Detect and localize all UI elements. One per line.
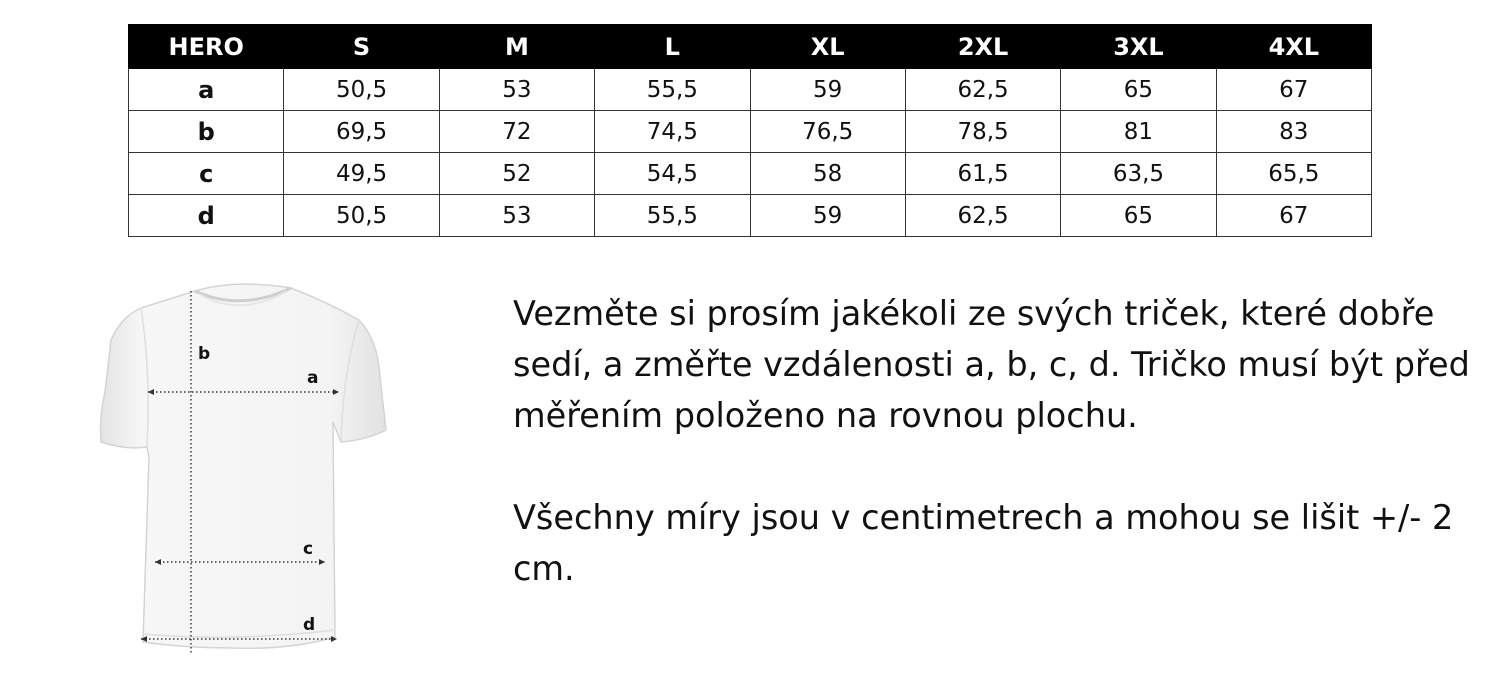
table-cell: 72 <box>439 111 594 153</box>
size-header-xl: XL <box>750 25 905 69</box>
table-cell: 53 <box>439 69 594 111</box>
table-cell: 55,5 <box>595 69 750 111</box>
table-cell: 59 <box>750 195 905 237</box>
table-cell: 65 <box>1061 69 1216 111</box>
row-label-c: c <box>129 153 284 195</box>
measure-label-a: a <box>307 368 319 388</box>
size-header-row <box>129 25 1372 69</box>
measure-label-d: d <box>303 615 316 635</box>
tshirt-shape <box>101 284 387 648</box>
table-cell: 74,5 <box>595 111 750 153</box>
table-cell: 49,5 <box>284 153 439 195</box>
size-table <box>128 24 1372 237</box>
table-row <box>129 195 1372 237</box>
table-row <box>129 111 1372 153</box>
measure-label-b: b <box>198 344 211 364</box>
row-label-a: a <box>129 69 284 111</box>
size-header-3xl: 3XL <box>1061 25 1216 69</box>
size-header-l: L <box>595 25 750 69</box>
size-header-2xl: 2XL <box>905 25 1060 69</box>
table-cell: 59 <box>750 69 905 111</box>
row-label-d: d <box>129 195 284 237</box>
table-cell: 53 <box>439 195 594 237</box>
instructions-paragraph: Vezměte si prosím jakékoli ze svých triček, které dobře sedí, a změřte vzdálenosti a, b, c, d. Tričko musí být před měřením položeno na rovnou plochu. <box>513 294 1470 435</box>
measurement-instructions <box>513 288 1473 594</box>
table-cell: 50,5 <box>284 195 439 237</box>
tshirt-measurement-diagram <box>95 282 395 662</box>
size-header-s: S <box>284 25 439 69</box>
size-header-4xl: 4XL <box>1216 25 1371 69</box>
table-row <box>129 153 1372 195</box>
table-row <box>129 69 1372 111</box>
table-cell: 55,5 <box>595 195 750 237</box>
table-cell: 78,5 <box>905 111 1060 153</box>
table-cell: 65,5 <box>1216 153 1371 195</box>
table-cell: 62,5 <box>905 195 1060 237</box>
table-cell: 54,5 <box>595 153 750 195</box>
header-label: HERO <box>129 25 284 69</box>
table-cell: 50,5 <box>284 69 439 111</box>
table-cell: 63,5 <box>1061 153 1216 195</box>
table-cell: 62,5 <box>905 69 1060 111</box>
table-cell: 65 <box>1061 195 1216 237</box>
table-cell: 61,5 <box>905 153 1060 195</box>
table-cell: 69,5 <box>284 111 439 153</box>
measure-label-c: c <box>303 539 314 559</box>
tolerance-note: Všechny míry jsou v centimetrech a mohou se lišit +/- 2 cm. <box>513 498 1454 588</box>
table-cell: 76,5 <box>750 111 905 153</box>
table-cell: 81 <box>1061 111 1216 153</box>
table-cell: 58 <box>750 153 905 195</box>
tshirt-illustration <box>95 282 395 662</box>
table-cell: 67 <box>1216 69 1371 111</box>
table-cell: 83 <box>1216 111 1371 153</box>
table-cell: 52 <box>439 153 594 195</box>
table-cell: 67 <box>1216 195 1371 237</box>
row-label-b: b <box>129 111 284 153</box>
size-header-m: M <box>439 25 594 69</box>
